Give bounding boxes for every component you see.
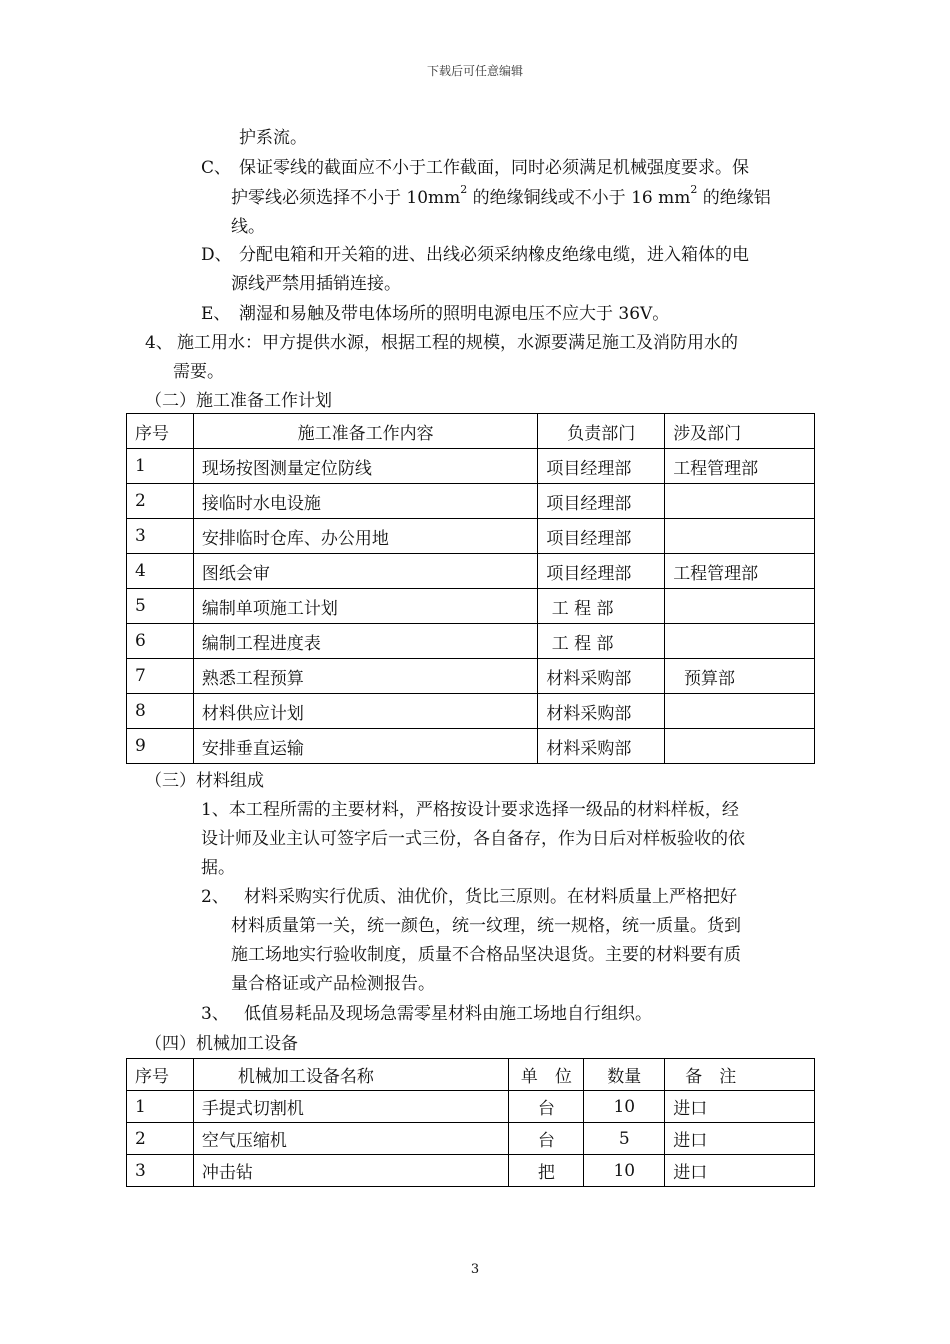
machinery-table bbox=[126, 1058, 815, 1187]
col-header-quantity: 数量 bbox=[584, 1059, 665, 1091]
cell-unit: 台 bbox=[509, 1123, 584, 1155]
cell-responsible: 项目经理部 bbox=[538, 449, 665, 484]
cell-equipment: 空气压缩机 bbox=[193, 1123, 509, 1155]
materials-p1-line3: 据。 bbox=[201, 858, 235, 878]
materials-p1-line2: 设计师及业主认可签字后一式三份，各自备存，作为日后对样板验收的依 bbox=[201, 829, 745, 849]
col-header-unit: 单 位 bbox=[509, 1059, 584, 1091]
table-row bbox=[127, 554, 815, 589]
table-row bbox=[127, 1155, 815, 1187]
cell-responsible: 材料采购部 bbox=[538, 694, 665, 729]
cell-no: 1 bbox=[127, 449, 194, 484]
cell-involved: 工程管理部 bbox=[665, 449, 815, 484]
cell-no: 2 bbox=[127, 484, 194, 519]
item-e-label: E、 bbox=[201, 304, 231, 324]
cell-responsible: 材料采购部 bbox=[538, 729, 665, 764]
item-c-line3: 线。 bbox=[231, 217, 265, 237]
item-4-label: 4、 bbox=[145, 333, 173, 353]
cell-involved: 工程管理部 bbox=[665, 554, 815, 589]
item-4-line1: 施工用水：甲方提供水源，根据工程的规模，水源要满足施工及消防用水的 bbox=[177, 333, 738, 353]
table-row bbox=[127, 449, 815, 484]
cell-content: 材料供应计划 bbox=[193, 694, 537, 729]
cell-unit: 台 bbox=[509, 1091, 584, 1123]
cell-no: 1 bbox=[127, 1091, 194, 1123]
page-number: 3 bbox=[470, 1262, 480, 1277]
table-row bbox=[127, 1123, 815, 1155]
cell-no: 7 bbox=[127, 659, 194, 694]
cell-content: 编制工程进度表 bbox=[193, 624, 537, 659]
item-c-line1: 保证零线的截面应不小于工作截面，同时必须满足机械强度要求。保 bbox=[239, 158, 749, 178]
item-b-continuation: 护系流。 bbox=[239, 128, 307, 148]
item-c-line2: 护零线必须选择不小于 $10mm^2$ 的绝缘铜线或不小于 16 $mm^2$ 的绝缘铝 bbox=[231, 183, 771, 208]
materials-p2-label: 2、 bbox=[201, 887, 229, 907]
item-e-line1: 潮湿和易触及带电体场所的照明电源电压不应大于 36V。 bbox=[239, 304, 670, 324]
col-header-remarks: 备 注 bbox=[665, 1059, 815, 1091]
materials-p1-line1: 1、本工程所需的主要材料，严格按设计要求选择一级品的材料样板，经 bbox=[201, 800, 739, 820]
item-c-label: C、 bbox=[201, 158, 232, 178]
col-header-responsible: 负责部门 bbox=[538, 414, 665, 449]
cell-responsible: 工 程 部 bbox=[538, 589, 665, 624]
table-row bbox=[127, 484, 815, 519]
cell-responsible: 工 程 部 bbox=[538, 624, 665, 659]
table-header-row bbox=[127, 1059, 815, 1091]
materials-p3-label: 3、 bbox=[201, 1004, 229, 1024]
table-row bbox=[127, 729, 815, 764]
page-header: 下载后可任意编辑 bbox=[426, 64, 523, 78]
cell-no: 4 bbox=[127, 554, 194, 589]
item-d-line1: 分配电箱和开关箱的进、出线必须采纳橡皮绝缘电缆，进入箱体的电 bbox=[239, 245, 749, 265]
materials-p2-line4: 量合格证或产品检测报告。 bbox=[231, 974, 435, 994]
cell-involved bbox=[665, 589, 815, 624]
table-header-row bbox=[127, 414, 815, 449]
cell-no: 5 bbox=[127, 589, 194, 624]
materials-p2-line2: 材料质量第一关，统一颜色，统一纹理，统一规格，统一质量。货到 bbox=[231, 916, 741, 936]
table-row bbox=[127, 694, 815, 729]
cell-remarks: 进口 bbox=[665, 1091, 815, 1123]
section4-title: （四）机械加工设备 bbox=[145, 1034, 298, 1054]
cell-equipment: 冲击钻 bbox=[193, 1155, 509, 1187]
col-header-content: 施工准备工作内容 bbox=[193, 414, 537, 449]
col-header-equipment: 机械加工设备名称 bbox=[193, 1059, 509, 1091]
cell-no: 3 bbox=[127, 519, 194, 554]
cell-involved bbox=[665, 694, 815, 729]
cell-quantity: 5 bbox=[584, 1123, 665, 1155]
cell-involved bbox=[665, 624, 815, 659]
cell-content: 熟悉工程预算 bbox=[193, 659, 537, 694]
table-row bbox=[127, 624, 815, 659]
cell-no: 9 bbox=[127, 729, 194, 764]
cell-involved bbox=[665, 519, 815, 554]
cell-content: 现场按图测量定位防线 bbox=[193, 449, 537, 484]
cell-content: 编制单项施工计划 bbox=[193, 589, 537, 624]
cell-equipment: 手提式切割机 bbox=[193, 1091, 509, 1123]
cell-responsible: 项目经理部 bbox=[538, 554, 665, 589]
cell-responsible: 项目经理部 bbox=[538, 484, 665, 519]
cell-content: 安排临时仓库、办公用地 bbox=[193, 519, 537, 554]
cell-responsible: 材料采购部 bbox=[538, 659, 665, 694]
item-d-line2: 源线严禁用插销连接。 bbox=[231, 274, 401, 294]
cell-no: 3 bbox=[127, 1155, 194, 1187]
cell-involved: 预算部 bbox=[665, 659, 815, 694]
cell-quantity: 10 bbox=[584, 1155, 665, 1187]
cell-no: 6 bbox=[127, 624, 194, 659]
cell-content: 图纸会审 bbox=[193, 554, 537, 589]
materials-p3-line1: 低值易耗品及现场急需零星材料由施工场地自行组织。 bbox=[244, 1004, 652, 1024]
table-row bbox=[127, 519, 815, 554]
item-d-label: D、 bbox=[201, 245, 232, 265]
cell-responsible: 项目经理部 bbox=[538, 519, 665, 554]
cell-content: 安排垂直运输 bbox=[193, 729, 537, 764]
table-row bbox=[127, 589, 815, 624]
col-header-no: 序号 bbox=[127, 414, 194, 449]
col-header-involved: 涉及部门 bbox=[665, 414, 815, 449]
cell-content: 接临时水电设施 bbox=[193, 484, 537, 519]
cell-no: 2 bbox=[127, 1123, 194, 1155]
col-header-no: 序号 bbox=[127, 1059, 194, 1091]
table-row bbox=[127, 1091, 815, 1123]
materials-p2-line1: 材料采购实行优质、油优价，货比三原则。在材料质量上严格把好 bbox=[244, 887, 737, 907]
cell-remarks: 进口 bbox=[665, 1123, 815, 1155]
cell-unit: 把 bbox=[509, 1155, 584, 1187]
prep-plan-table bbox=[126, 413, 815, 764]
section3-title: （三）材料组成 bbox=[145, 771, 264, 791]
cell-involved bbox=[665, 729, 815, 764]
cell-no: 8 bbox=[127, 694, 194, 729]
materials-p2-line3: 施工场地实行验收制度，质量不合格品坚决退货。主要的材料要有质 bbox=[231, 945, 741, 965]
cell-quantity: 10 bbox=[584, 1091, 665, 1123]
cell-remarks: 进口 bbox=[665, 1155, 815, 1187]
table-row bbox=[127, 659, 815, 694]
section2-title: （二）施工准备工作计划 bbox=[145, 391, 332, 411]
item-4-line2: 需要。 bbox=[173, 362, 224, 382]
cell-involved bbox=[665, 484, 815, 519]
